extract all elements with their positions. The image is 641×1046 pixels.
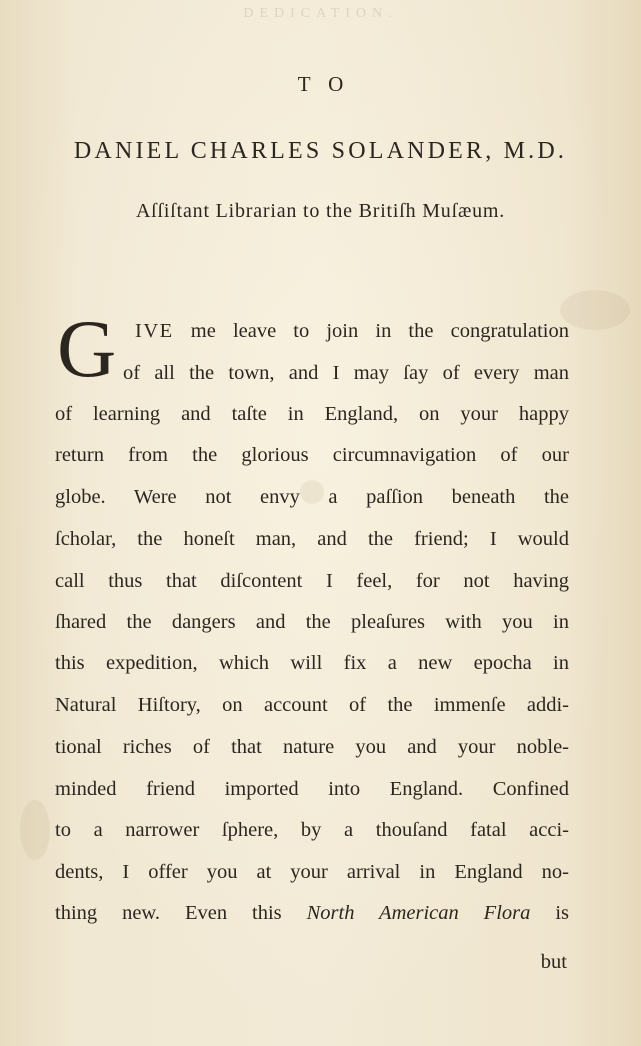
text-line (135, 316, 569, 346)
line-text: thing new. Even this (55, 902, 282, 924)
text-line: call thus that diſcontent I feel, for not having (55, 570, 569, 592)
line-text: is (555, 902, 570, 924)
text-line: this expedition, which will fix a new epocha in (55, 652, 569, 674)
line-text: me leave to join in the congratulation (190, 320, 569, 342)
text-line: to a narrower ſphere, by a thouſand fatal acci- (55, 819, 569, 841)
catchword: but (540, 951, 567, 973)
text-line: return from the glorious circumnavigation of our (55, 444, 569, 466)
text-line: globe. Were not envy a paſſion beneath the (55, 486, 569, 508)
drop-cap: G (57, 303, 117, 394)
dedicatee-name: DANIEL CHARLES SOLANDER, M.D. (73, 138, 568, 164)
first-word-rest: IVE (135, 320, 174, 342)
book-title: North American Flora (306, 902, 531, 924)
text-line: dents, I offer you at your arrival in England no- (55, 861, 569, 883)
running-head: DEDICATION. (243, 6, 398, 21)
text-line: tional riches of that nature you and your noble- (55, 736, 569, 758)
text-line: Natural Hiſtory, on account of the immenſe addi- (55, 694, 569, 716)
paper-stain (560, 290, 630, 330)
text-line: of all the town, and I may ſay of every man (123, 362, 569, 384)
text-line: ſcholar, the honeſt man, and the friend; I would (55, 528, 569, 550)
dedication-to: TO (297, 72, 362, 96)
text-line: minded friend imported into England. Confined (55, 778, 569, 800)
paper-stain (20, 800, 50, 860)
text-line: ſhared the dangers and the pleaſures with you in (55, 611, 569, 633)
text-line (55, 898, 569, 928)
text-line: of learning and taſte in England, on your happy (55, 403, 569, 425)
dedicatee-position: Aſſiſtant Librarian to the Britiſh Muſæum. (135, 200, 506, 222)
